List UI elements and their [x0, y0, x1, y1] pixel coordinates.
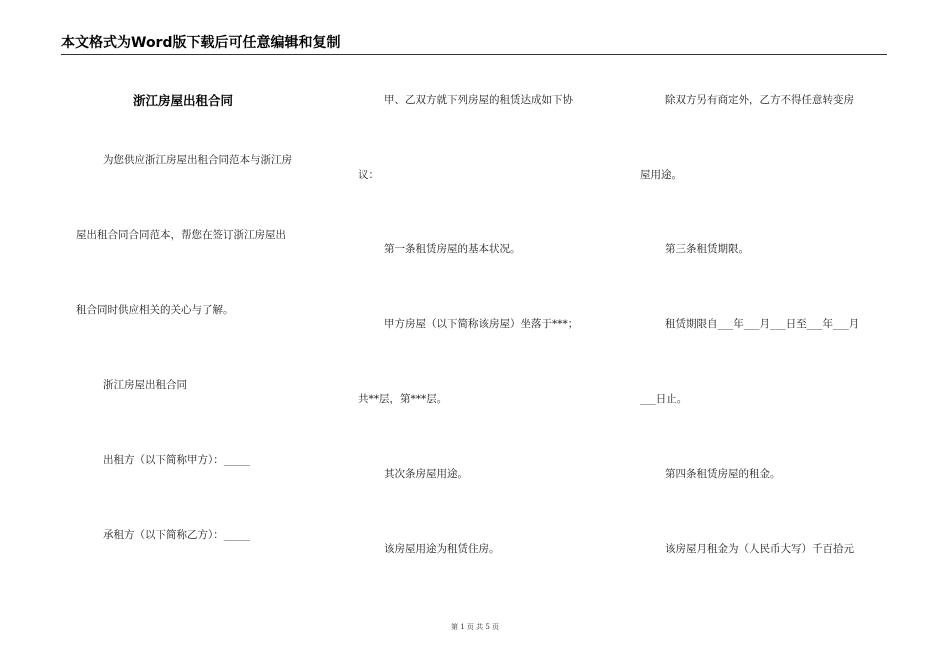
column3-line-7: 该房屋月租金为（人民币大写）千百拾元 — [665, 543, 854, 555]
column2-line-2: 议： — [358, 169, 379, 181]
column1-line-3: 租合同时供应相关的关心与了解。 — [76, 304, 234, 316]
column2-line-4: 甲方房屋（以下简称该房屋）坐落于***； — [384, 318, 579, 330]
page-footer: 第 1 页 共 5 页 — [450, 623, 500, 631]
column3-line-1: 除双方另有商定外，乙方不得任意转变房 — [665, 94, 854, 106]
column2-line-3: 第一条租赁房屋的基本状况。 — [384, 243, 521, 255]
column1-line-2: 屋出租合同合同范本，帮您在签订浙江房屋出 — [76, 229, 286, 241]
column1-line-5: 出租方（以下简称甲方）：_____ — [103, 454, 250, 466]
column3-line-6: 第四条租赁房屋的租金。 — [665, 468, 781, 480]
page-header — [61, 34, 887, 55]
column3-line-4: 租赁期限自___年___月___日至___年___月 — [665, 318, 860, 330]
column3-line-3: 第三条租赁期限。 — [665, 243, 749, 255]
document-title: 浙江房屋出租合同 — [133, 93, 234, 108]
column2-line-1: 甲、乙双方就下列房屋的租赁达成如下协 — [384, 94, 573, 106]
column1-line-6: 承租方（以下简称乙方）：_____ — [103, 529, 250, 541]
column2-line-5: 共**层，第***层。 — [358, 393, 448, 405]
header-text: 本文格式为Word版下载后可任意编辑和复制 — [61, 35, 341, 51]
column1-line-4: 浙江房屋出租合同 — [103, 379, 187, 391]
column3-line-5: ___日止。 — [640, 393, 688, 405]
column2-line-6: 其次条房屋用途。 — [384, 468, 468, 480]
column3-line-2: 屋用途。 — [640, 169, 682, 181]
column2-line-7: 该房屋用途为租赁住房。 — [384, 543, 500, 555]
column1-line-1: 为您供应浙江房屋出租合同范本与浙江房 — [103, 154, 292, 166]
